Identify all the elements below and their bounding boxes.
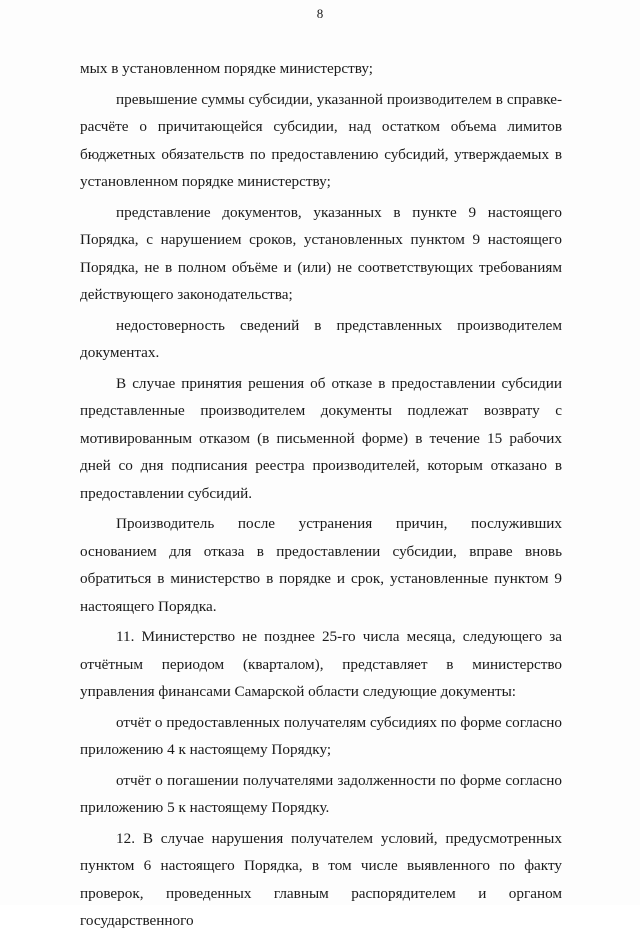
paragraph: представление документов, указанных в пункте 9 настоящего Порядка, с нарушением сроков, установленных пунктом 9 настоящего Порядка, не в полном объёме и (или) не соответствующих требованиям действующего законодательства; — [80, 203, 562, 303]
paragraph: 11. Министерство не позднее 25-го числа месяца, следующего за отчётным периодом (кварталом), представляет в министерство управления финансами Самарской области следующие документы: — [80, 628, 562, 700]
paragraph: превышение суммы субсидии, указанной производителем в справке-расчёте о причитающейся субсидии, над остатком объема лимитов бюджетных обязательств по предоставлению субсидий, утверждаемых в установленном порядке министерству; — [80, 90, 562, 190]
paragraph: мых в установленном порядке министерству; — [80, 60, 373, 77]
paragraph: отчёт о предоставленных получателям субсидиях по форме согласно приложению 4 к настоящему Порядку; — [80, 713, 562, 758]
paragraph: недостоверность сведений в представленных производителем документах. — [80, 316, 562, 361]
paragraph: Производитель после устранения причин, послуживших основанием для отказа в предоставлении субсидии, вправе вновь обратиться в министерство в порядке и срок, установленные пунктом 9 настоящего Порядка. — [80, 515, 562, 615]
paragraph: В случае принятия решения об отказе в предоставлении субсидии представленные производителем документы подлежат возврату с мотивированным отказом (в письменной форме) в течение 15 рабочих дней со дня подписания реестра производителей, которым отказано в предоставлении субсидий. — [80, 374, 562, 502]
document-body — [80, 55, 562, 938]
paragraph: отчёт о погашении получателями задолженности по форме согласно приложению 5 к настоящему Порядку. — [80, 771, 562, 816]
page-number: 8 — [316, 6, 324, 21]
paragraph: 12. В случае нарушения получателем условий, предусмотренных пунктом 6 настоящего Порядка, в том числе выявленного по факту проверок, проведенных главным распорядителем и органом государственного — [80, 829, 562, 929]
